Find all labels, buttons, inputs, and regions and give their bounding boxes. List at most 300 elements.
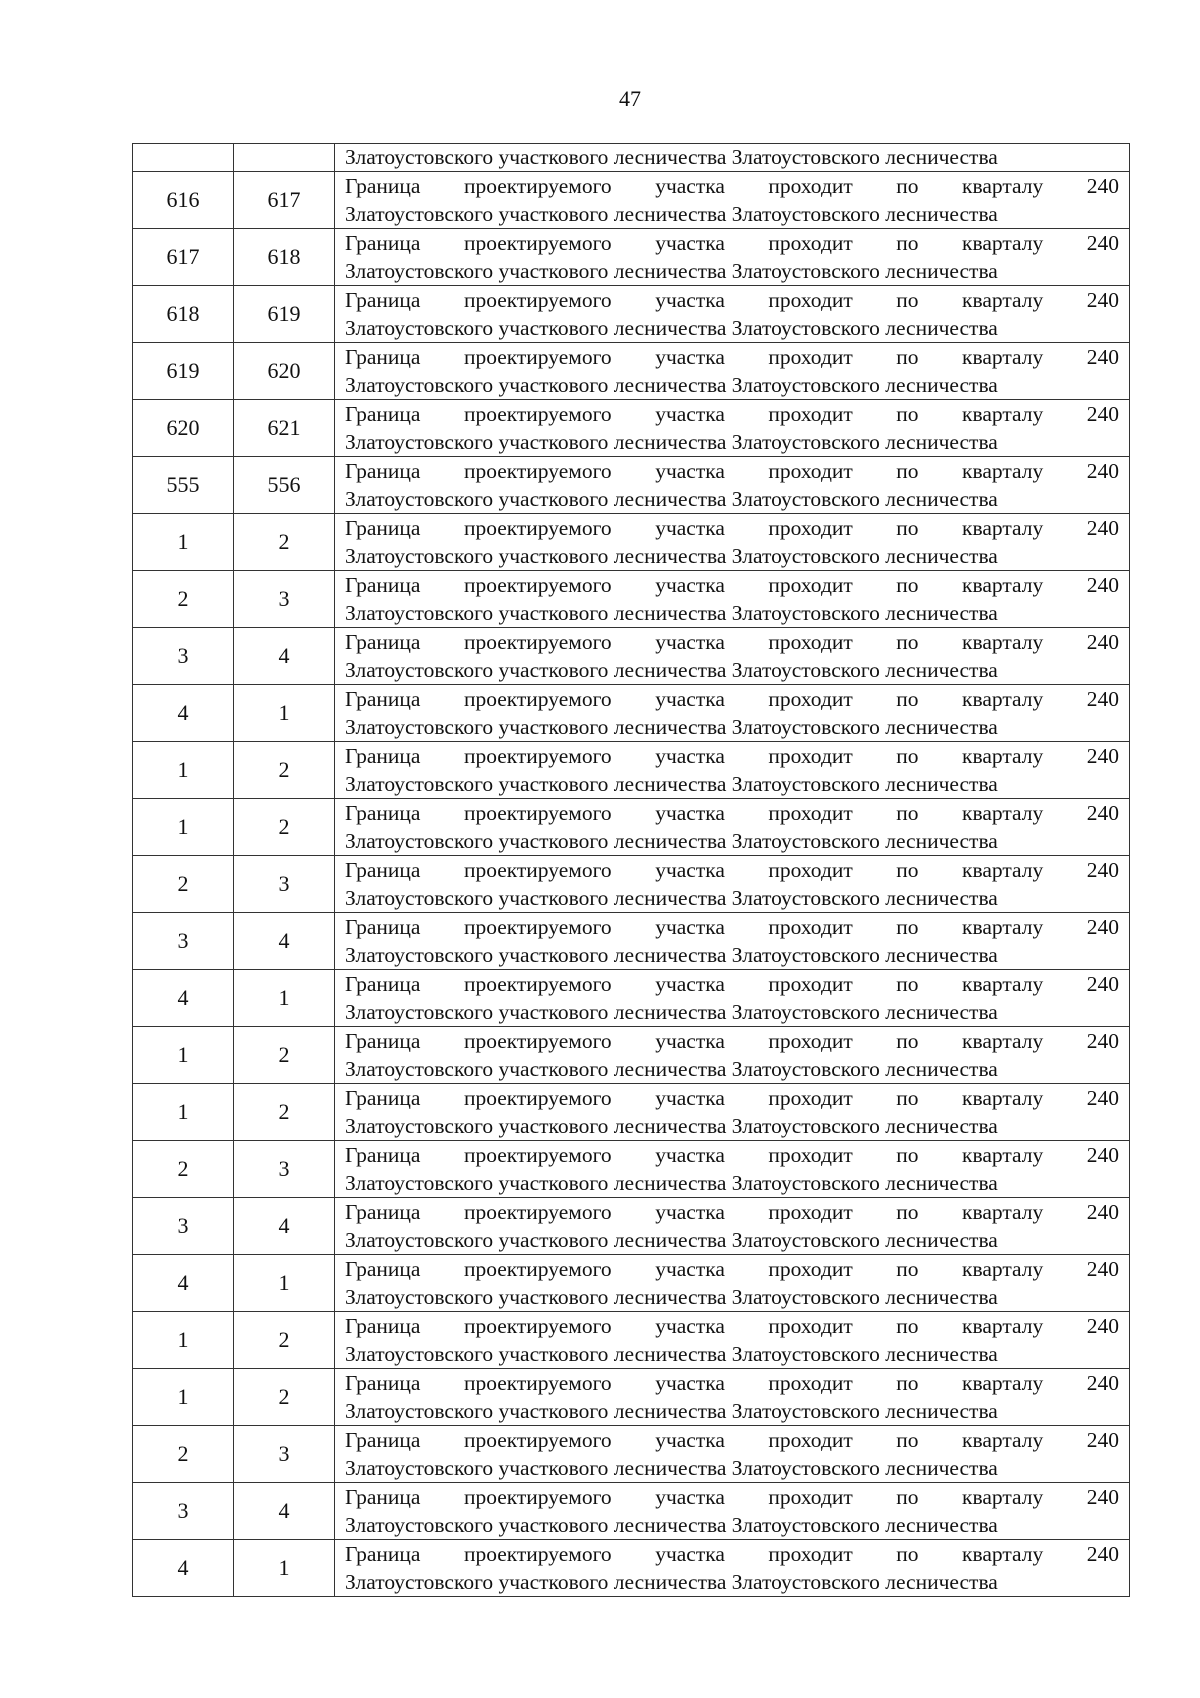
description-line-2: Златоустовского участкового лесничества Златоустовского лесничества	[345, 1399, 998, 1423]
description-word: проектируемого	[463, 915, 612, 939]
description-cell	[335, 1426, 1130, 1483]
from-point-cell: 1	[133, 1369, 234, 1426]
description-word: кварталу	[962, 1143, 1044, 1167]
description-word: Граница	[345, 459, 421, 483]
table-row-continuation	[133, 144, 1130, 172]
description-word: по	[896, 573, 919, 597]
description-line-1	[345, 229, 1119, 257]
to-point-cell: 3	[234, 856, 335, 913]
to-point-cell: 2	[234, 1312, 335, 1369]
description-line-2: Златоустовского участкового лесничества Златоустовского лесничества	[345, 316, 998, 340]
description-line-1	[345, 514, 1119, 542]
from-point-cell: 4	[133, 1255, 234, 1312]
description-word: 240	[1086, 345, 1119, 369]
from-point-cell: 3	[133, 1198, 234, 1255]
description-word: 240	[1086, 231, 1119, 255]
description-word: проходит	[768, 1143, 853, 1167]
description-word: 240	[1086, 1542, 1119, 1566]
description-word: 240	[1086, 174, 1119, 198]
description-word: кварталу	[962, 630, 1044, 654]
description-line-1	[345, 1540, 1119, 1568]
description-word: кварталу	[962, 402, 1044, 426]
description-cell	[335, 571, 1130, 628]
description-line-2: Златоустовского участкового лесничества Златоустовского лесничества	[345, 544, 998, 568]
description-word: участка	[655, 972, 725, 996]
description-word: Граница	[345, 345, 421, 369]
description-line-1	[345, 970, 1119, 998]
description-word: кварталу	[962, 516, 1044, 540]
description-line-2: Златоустовского участкового лесничества Златоустовского лесничества	[345, 1342, 998, 1366]
from-point-cell: 555	[133, 457, 234, 514]
description-word: проходит	[768, 1485, 853, 1509]
description-word: Граница	[345, 1542, 421, 1566]
description-word: по	[896, 516, 919, 540]
description-word: проектируемого	[463, 288, 612, 312]
description-word: по	[896, 1428, 919, 1452]
description-word: кварталу	[962, 459, 1044, 483]
description-word: 240	[1086, 1200, 1119, 1224]
description-word: 240	[1086, 1371, 1119, 1395]
description-word: Граница	[345, 1029, 421, 1053]
to-point-cell	[234, 144, 335, 172]
table-row	[133, 1426, 1130, 1483]
description-word: Граница	[345, 972, 421, 996]
description-line-2: Златоустовского участкового лесничества Златоустовского лесничества	[345, 1285, 998, 1309]
description-word: проектируемого	[463, 1428, 612, 1452]
description-line-2: Златоустовского участкового лесничества Златоустовского лесничества	[345, 1114, 998, 1138]
description-word: по	[896, 174, 919, 198]
description-word: проектируемого	[463, 1029, 612, 1053]
description-cell	[335, 742, 1130, 799]
description-word: по	[896, 1086, 919, 1110]
description-line-1	[345, 628, 1119, 656]
description-line-1	[345, 799, 1119, 827]
description-word: по	[896, 630, 919, 654]
description-cell	[335, 400, 1130, 457]
description-cell	[335, 628, 1130, 685]
description-word: участка	[655, 801, 725, 825]
description-word: по	[896, 744, 919, 768]
description-word: кварталу	[962, 288, 1044, 312]
description-word: Граница	[345, 1485, 421, 1509]
table-row	[133, 343, 1130, 400]
description-line-1	[345, 856, 1119, 884]
description-word: 240	[1086, 801, 1119, 825]
from-point-cell: 617	[133, 229, 234, 286]
description-word: проектируемого	[463, 1371, 612, 1395]
description-word: проходит	[768, 1371, 853, 1395]
to-point-cell: 4	[234, 913, 335, 970]
to-point-cell: 2	[234, 514, 335, 571]
to-point-cell: 2	[234, 1084, 335, 1141]
description-word: 240	[1086, 858, 1119, 882]
description-word: проходит	[768, 1542, 853, 1566]
table-row	[133, 286, 1130, 343]
description-line-2: Златоустовского участкового лесничества Златоустовского лесничества	[345, 1513, 998, 1537]
description-word: участка	[655, 516, 725, 540]
from-point-cell: 619	[133, 343, 234, 400]
description-line-2: Златоустовского участкового лесничества Златоустовского лесничества	[345, 601, 998, 625]
description-word: проектируемого	[463, 972, 612, 996]
description-word: кварталу	[962, 858, 1044, 882]
description-line-2: Златоустовского участкового лесничества Златоустовского лесничества	[345, 829, 998, 853]
from-point-cell: 618	[133, 286, 234, 343]
description-cell	[335, 685, 1130, 742]
from-point-cell: 1	[133, 514, 234, 571]
description-word: по	[896, 402, 919, 426]
description-line-2: Златоустовского участкового лесничества Златоустовского лесничества	[345, 430, 998, 454]
from-point-cell: 616	[133, 172, 234, 229]
description-word: кварталу	[962, 174, 1044, 198]
description-word: 240	[1086, 1314, 1119, 1338]
description-cell	[335, 1027, 1130, 1084]
to-point-cell: 3	[234, 1141, 335, 1198]
description-word: участка	[655, 459, 725, 483]
to-point-cell: 2	[234, 742, 335, 799]
description-word: проходит	[768, 915, 853, 939]
description-word: проходит	[768, 345, 853, 369]
description-word: проектируемого	[463, 1314, 612, 1338]
to-point-cell: 619	[234, 286, 335, 343]
description-word: кварталу	[962, 972, 1044, 996]
to-point-cell: 2	[234, 799, 335, 856]
description-word: участка	[655, 1371, 725, 1395]
description-word: проектируемого	[463, 744, 612, 768]
description-word: участка	[655, 1029, 725, 1053]
description-word: кварталу	[962, 744, 1044, 768]
description-word: по	[896, 1200, 919, 1224]
description-word: 240	[1086, 972, 1119, 996]
description-word: участка	[655, 402, 725, 426]
description-cell	[335, 1540, 1130, 1597]
from-point-cell: 2	[133, 571, 234, 628]
from-point-cell: 1	[133, 1312, 234, 1369]
description-word: участка	[655, 1143, 725, 1167]
description-word: проходит	[768, 231, 853, 255]
description-word: проходит	[768, 1314, 853, 1338]
from-point-cell: 3	[133, 913, 234, 970]
description-word: участка	[655, 231, 725, 255]
table-row	[133, 856, 1130, 913]
description-word: 240	[1086, 573, 1119, 597]
description-word: кварталу	[962, 687, 1044, 711]
description-line-2: Златоустовского участкового лесничества Златоустовского лесничества	[345, 943, 998, 967]
description-cell	[335, 1255, 1130, 1312]
description-word: Граница	[345, 288, 421, 312]
description-line-1	[345, 913, 1119, 941]
description-word: участка	[655, 1542, 725, 1566]
description-word: 240	[1086, 1257, 1119, 1281]
from-point-cell: 4	[133, 685, 234, 742]
table-row	[133, 799, 1130, 856]
description-word: кварталу	[962, 915, 1044, 939]
description-word: проходит	[768, 687, 853, 711]
description-word: проектируемого	[463, 516, 612, 540]
description-line-2: Златоустовского участкового лесничества Златоустовского лесничества	[345, 1570, 998, 1594]
description-line-2: Златоустовского участкового лесничества Златоустовского лесничества	[345, 373, 998, 397]
description-line-1	[345, 172, 1119, 200]
description-word: кварталу	[962, 1428, 1044, 1452]
description-line-2: Златоустовского участкового лесничества Златоустовского лесничества	[345, 772, 998, 796]
description-word: кварталу	[962, 1200, 1044, 1224]
description-word: Граница	[345, 687, 421, 711]
description-word: кварталу	[962, 231, 1044, 255]
description-word: проектируемого	[463, 1086, 612, 1110]
description-word: Граница	[345, 1086, 421, 1110]
description-word: проектируемого	[463, 573, 612, 597]
description-word: проектируемого	[463, 1485, 612, 1509]
to-point-cell: 618	[234, 229, 335, 286]
description-word: проходит	[768, 1086, 853, 1110]
to-point-cell: 1	[234, 1255, 335, 1312]
description-line-1	[345, 742, 1119, 770]
description-word: участка	[655, 1314, 725, 1338]
description-cell	[335, 799, 1130, 856]
description-word: проходит	[768, 858, 853, 882]
description-word: Граница	[345, 174, 421, 198]
description-line-1	[345, 1255, 1119, 1283]
table-row	[133, 172, 1130, 229]
from-point-cell: 2	[133, 1141, 234, 1198]
to-point-cell: 4	[234, 1483, 335, 1540]
description-word: кварталу	[962, 801, 1044, 825]
to-point-cell: 4	[234, 628, 335, 685]
description-word: участка	[655, 288, 725, 312]
description-word: по	[896, 345, 919, 369]
table-row	[133, 1369, 1130, 1426]
description-cell	[335, 1483, 1130, 1540]
description-word: участка	[655, 630, 725, 654]
description-line-2: Златоустовского участкового лесничества Златоустовского лесничества	[345, 1456, 998, 1480]
description-cell	[335, 1369, 1130, 1426]
description-word: проектируемого	[463, 1257, 612, 1281]
to-point-cell: 4	[234, 1198, 335, 1255]
from-point-cell: 4	[133, 970, 234, 1027]
description-word: 240	[1086, 687, 1119, 711]
description-word: по	[896, 1314, 919, 1338]
description-word: по	[896, 687, 919, 711]
from-point-cell: 1	[133, 742, 234, 799]
table-row	[133, 571, 1130, 628]
description-cell	[335, 457, 1130, 514]
description-text: Златоустовского участкового лесничества Златоустовского лесничества	[345, 145, 998, 169]
to-point-cell: 2	[234, 1027, 335, 1084]
description-line-2: Златоустовского участкового лесничества Златоустовского лесничества	[345, 658, 998, 682]
description-word: Граница	[345, 231, 421, 255]
description-cell	[335, 970, 1130, 1027]
from-point-cell: 620	[133, 400, 234, 457]
description-line-2: Златоустовского участкового лесничества Златоустовского лесничества	[345, 487, 998, 511]
from-point-cell	[133, 144, 234, 172]
description-word: проходит	[768, 288, 853, 312]
description-word: 240	[1086, 1086, 1119, 1110]
description-word: по	[896, 915, 919, 939]
to-point-cell: 2	[234, 1369, 335, 1426]
to-point-cell: 3	[234, 571, 335, 628]
to-point-cell: 620	[234, 343, 335, 400]
description-word: Граница	[345, 858, 421, 882]
from-point-cell: 1	[133, 1027, 234, 1084]
description-cell	[335, 229, 1130, 286]
description-word: 240	[1086, 1428, 1119, 1452]
description-line-2: Златоустовского участкового лесничества Златоустовского лесничества	[345, 715, 998, 739]
description-line-2: Златоустовского участкового лесничества Златоустовского лесничества	[345, 1171, 998, 1195]
description-line-1	[345, 1084, 1119, 1112]
description-word: участка	[655, 744, 725, 768]
description-word: проектируемого	[463, 687, 612, 711]
description-word: кварталу	[962, 573, 1044, 597]
table-row	[133, 1483, 1130, 1540]
description-word: проектируемого	[463, 345, 612, 369]
from-point-cell: 2	[133, 1426, 234, 1483]
description-word: кварталу	[962, 1086, 1044, 1110]
description-word: 240	[1086, 459, 1119, 483]
description-word: Граница	[345, 1314, 421, 1338]
description-word: проектируемого	[463, 402, 612, 426]
to-point-cell: 621	[234, 400, 335, 457]
description-word: проектируемого	[463, 1200, 612, 1224]
description-cell	[335, 913, 1130, 970]
description-cell	[335, 1312, 1130, 1369]
description-line-2: Златоустовского участкового лесничества Златоустовского лесничества	[345, 1228, 998, 1252]
description-word: проектируемого	[463, 801, 612, 825]
description-line-1	[345, 457, 1119, 485]
description-word: участка	[655, 573, 725, 597]
description-line-1	[345, 1312, 1119, 1340]
description-word: проходит	[768, 459, 853, 483]
description-word: проходит	[768, 1428, 853, 1452]
page-number: 47	[619, 86, 641, 111]
table-row	[133, 1255, 1130, 1312]
description-line-2: Златоустовского участкового лесничества Златоустовского лесничества	[345, 886, 998, 910]
description-word: проходит	[768, 1200, 853, 1224]
description-word: 240	[1086, 288, 1119, 312]
description-word: Граница	[345, 1428, 421, 1452]
description-word: по	[896, 858, 919, 882]
from-point-cell: 3	[133, 628, 234, 685]
description-word: проходит	[768, 630, 853, 654]
boundary-table	[132, 143, 1130, 1597]
table-row	[133, 1141, 1130, 1198]
to-point-cell: 1	[234, 970, 335, 1027]
description-word: 240	[1086, 402, 1119, 426]
description-word: по	[896, 1485, 919, 1509]
description-line-1	[345, 571, 1119, 599]
description-line-2: Златоустовского участкового лесничества Златоустовского лесничества	[345, 1000, 998, 1024]
description-word: кварталу	[962, 345, 1044, 369]
table-row	[133, 1540, 1130, 1597]
description-word: проходит	[768, 174, 853, 198]
description-word: Граница	[345, 744, 421, 768]
description-word: Граница	[345, 1371, 421, 1395]
description-word: Граница	[345, 801, 421, 825]
table-row	[133, 1027, 1130, 1084]
description-word: 240	[1086, 1485, 1119, 1509]
description-word: участка	[655, 858, 725, 882]
description-word: Граница	[345, 573, 421, 597]
description-word: проектируемого	[463, 1143, 612, 1167]
description-cell	[335, 172, 1130, 229]
table-row	[133, 229, 1130, 286]
description-word: участка	[655, 345, 725, 369]
table-row	[133, 514, 1130, 571]
table-row	[133, 628, 1130, 685]
description-word: по	[896, 459, 919, 483]
description-word: Граница	[345, 1200, 421, 1224]
description-word: 240	[1086, 1143, 1119, 1167]
description-word: участка	[655, 1086, 725, 1110]
description-word: проходит	[768, 801, 853, 825]
description-line-2: Златоустовского участкового лесничества Златоустовского лесничества	[345, 202, 998, 226]
description-word: проходит	[768, 516, 853, 540]
description-word: по	[896, 801, 919, 825]
description-word: участка	[655, 1485, 725, 1509]
description-word: 240	[1086, 744, 1119, 768]
description-word: Граница	[345, 1257, 421, 1281]
description-word: проектируемого	[463, 459, 612, 483]
description-word: проходит	[768, 972, 853, 996]
description-word: проектируемого	[463, 174, 612, 198]
description-word: Граница	[345, 1143, 421, 1167]
description-word: Граница	[345, 516, 421, 540]
boundary-table-body	[133, 144, 1130, 1597]
description-word: по	[896, 972, 919, 996]
description-cell	[335, 286, 1130, 343]
from-point-cell: 1	[133, 799, 234, 856]
table-row	[133, 970, 1130, 1027]
description-line-2: Златоустовского участкового лесничества Златоустовского лесничества	[345, 1057, 998, 1081]
table-row	[133, 1084, 1130, 1141]
description-word: по	[896, 1143, 919, 1167]
description-line-1	[345, 1369, 1119, 1397]
description-word: 240	[1086, 516, 1119, 540]
description-line-1	[345, 1198, 1119, 1226]
to-point-cell: 1	[234, 685, 335, 742]
description-line-2: Златоустовского участкового лесничества Златоустовского лесничества	[345, 259, 998, 283]
description-line-1	[345, 400, 1119, 428]
description-cell	[335, 343, 1130, 400]
description-word: по	[896, 231, 919, 255]
to-point-cell: 3	[234, 1426, 335, 1483]
description-word: по	[896, 288, 919, 312]
description-line-1	[345, 286, 1119, 314]
description-word: проектируемого	[463, 858, 612, 882]
table-row	[133, 685, 1130, 742]
from-point-cell: 1	[133, 1084, 234, 1141]
description-word: по	[896, 1029, 919, 1053]
description-word: Граница	[345, 402, 421, 426]
description-line-1	[345, 343, 1119, 371]
description-word: участка	[655, 1257, 725, 1281]
description-word: проходит	[768, 1257, 853, 1281]
description-word: кварталу	[962, 1314, 1044, 1338]
description-word: кварталу	[962, 1485, 1044, 1509]
description-word: кварталу	[962, 1257, 1044, 1281]
description-word: проектируемого	[463, 231, 612, 255]
description-word: 240	[1086, 915, 1119, 939]
description-word: 240	[1086, 1029, 1119, 1053]
description-word: Граница	[345, 915, 421, 939]
description-line-1	[345, 1141, 1119, 1169]
to-point-cell: 617	[234, 172, 335, 229]
description-word: проходит	[768, 744, 853, 768]
description-word: проектируемого	[463, 1542, 612, 1566]
table-row	[133, 1312, 1130, 1369]
description-word: участка	[655, 687, 725, 711]
description-cell	[335, 1198, 1130, 1255]
description-word: кварталу	[962, 1029, 1044, 1053]
description-line-1	[345, 1027, 1119, 1055]
